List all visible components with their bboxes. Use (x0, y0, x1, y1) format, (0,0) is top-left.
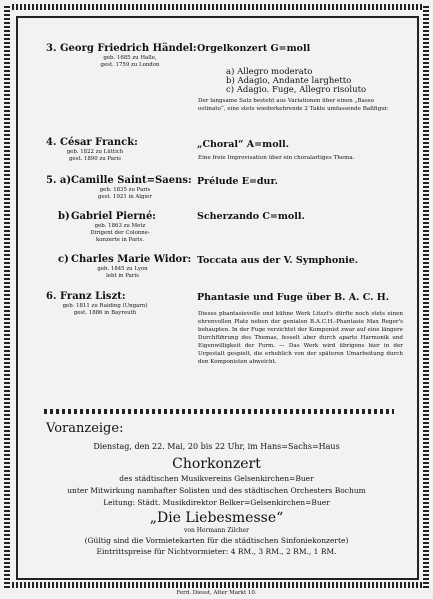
composer-name: Georg Friedrich Händel: (60, 43, 197, 54)
movement-list (226, 68, 366, 95)
work-title: Toccata aus der V. Symphonie. (197, 255, 359, 266)
announcement-date: Dienstag, den 22. Mai, 20 bis 22 Uhr, im Hans=Sachs=Haus (93, 442, 340, 451)
bio-line: gest. 1921 in Algier (98, 194, 152, 200)
bio-line: geb. 1845 zu Lyon (97, 266, 148, 272)
composer-bio (55, 149, 135, 163)
announcement-line: des städtischen Musikvereins Gelsenkirchen=Buer (119, 474, 314, 483)
composer-name: Camille Saint=Saens: (71, 175, 192, 186)
bio-line: geb. 1863 zu Metz (94, 223, 146, 229)
composer-bio (80, 55, 180, 69)
event-title: Chorkonzert (172, 456, 261, 472)
program-note: Der langsame Satz besteht aus Variationen über einen „Basso ostinato“, eine stets wiederkehrende 2 Takte umfassende Baßfigur. (198, 98, 389, 112)
announcement-prices: Eintrittspreise für Nichtvormieter: 4 RM., 3 RM., 2 RM., 1 RM. (96, 547, 337, 556)
work-title: Scherzando C=moll. (197, 211, 305, 222)
ornamental-border-left (4, 4, 10, 588)
composer-bio (80, 223, 160, 244)
announcement-line: (Gültig sind die Vormietekarten für die städtischen Sinfoniekonzerte) (84, 536, 349, 545)
work-title: Prélude E=dur. (197, 176, 278, 187)
work-title: Phantasie und Fuge über B. A. C. H. (197, 292, 390, 303)
bio-line: geb. 1835 zu Paris (99, 187, 151, 193)
work-title: Orgelkonzert G=moll (197, 43, 311, 54)
printer-footer: Ferd. Diesst, Alter Markt 10. (176, 590, 257, 596)
program-note: Eine freie Improvisation über ein choralartiges Thema. (198, 155, 355, 161)
bio-line: geb. 1811 zu Raiding (Ungarn) (62, 303, 148, 309)
program-number: 5. a) (46, 175, 72, 186)
bio-line: gest. 1890 zu Paris (68, 156, 122, 162)
program-number: 6. (46, 291, 57, 302)
bio-line: konzerte in Paris. (96, 237, 144, 243)
program-number: b) (58, 211, 70, 222)
ornamental-border-right (423, 4, 429, 588)
composer-name: Gabriel Pierné: (71, 211, 156, 222)
composer-name: Franz Liszt: (60, 291, 126, 302)
composer-bio (55, 303, 155, 317)
bio-line: geb. 1822 zu Lüttich (66, 149, 124, 155)
movement: c) Adagio. Fuge, Allegro risoluto (226, 85, 367, 95)
dotted-divider (44, 409, 394, 414)
announcement-title: Voranzeige: (46, 421, 124, 436)
announcement-line: unter Mitwirkung namhafter Solisten und des städtischen Orchesters Bochum (67, 486, 366, 495)
bio-line: gest. 1886 in Bayreuth (73, 310, 137, 316)
bio-line: lebt in Paris (106, 273, 139, 279)
composer-name: César Franck: (60, 137, 138, 148)
movement: b) Adagio, Andante larghetto (226, 76, 352, 86)
program-note: Dieses phantasievolle und kühne Werk Litszt's dürfte noch stets einen ehrenvollen Platz neben der genialen B.A.C.H.-Phantasie Max Reger's behaupten. In der Fuge verzichtet der Komponist zwar auf eine längere Durchführung des Themas, fesselt aber durch aparte Harmonik und Eigenwilligkeit der Form. — Das Werk wird übrigens hier in der Urgestalt gespielt, die erheblich von der späteren Umarbeitung durch den Komponisten abweicht. (198, 311, 403, 365)
movement: a) Allegro moderato (226, 67, 313, 77)
composer-bio (80, 187, 170, 201)
ornamental-border-bottom (4, 582, 429, 588)
ornamental-border-top (4, 4, 429, 10)
bio-line: gest. 1759 zu London (100, 62, 160, 68)
composer-name: Charles Marie Widor: (71, 254, 192, 265)
announcement-line: Leitung: Städt. Musikdirektor Belker=Gelsenkirchen=Buer (103, 498, 330, 507)
piece-composer: von Hermann Zilcher (184, 527, 249, 534)
program-number: 3. (46, 43, 57, 54)
composer-bio (80, 266, 165, 280)
piece-title: „Die Liebesmesse“ (149, 510, 284, 526)
program-number: c) (58, 254, 69, 265)
program-number: 4. (46, 137, 57, 148)
work-title: „Choral“ A=moll. (197, 139, 290, 150)
bio-line: geb. 1685 zu Halle, (103, 55, 157, 61)
bio-line: Dirigent der Colonne- (90, 230, 150, 236)
